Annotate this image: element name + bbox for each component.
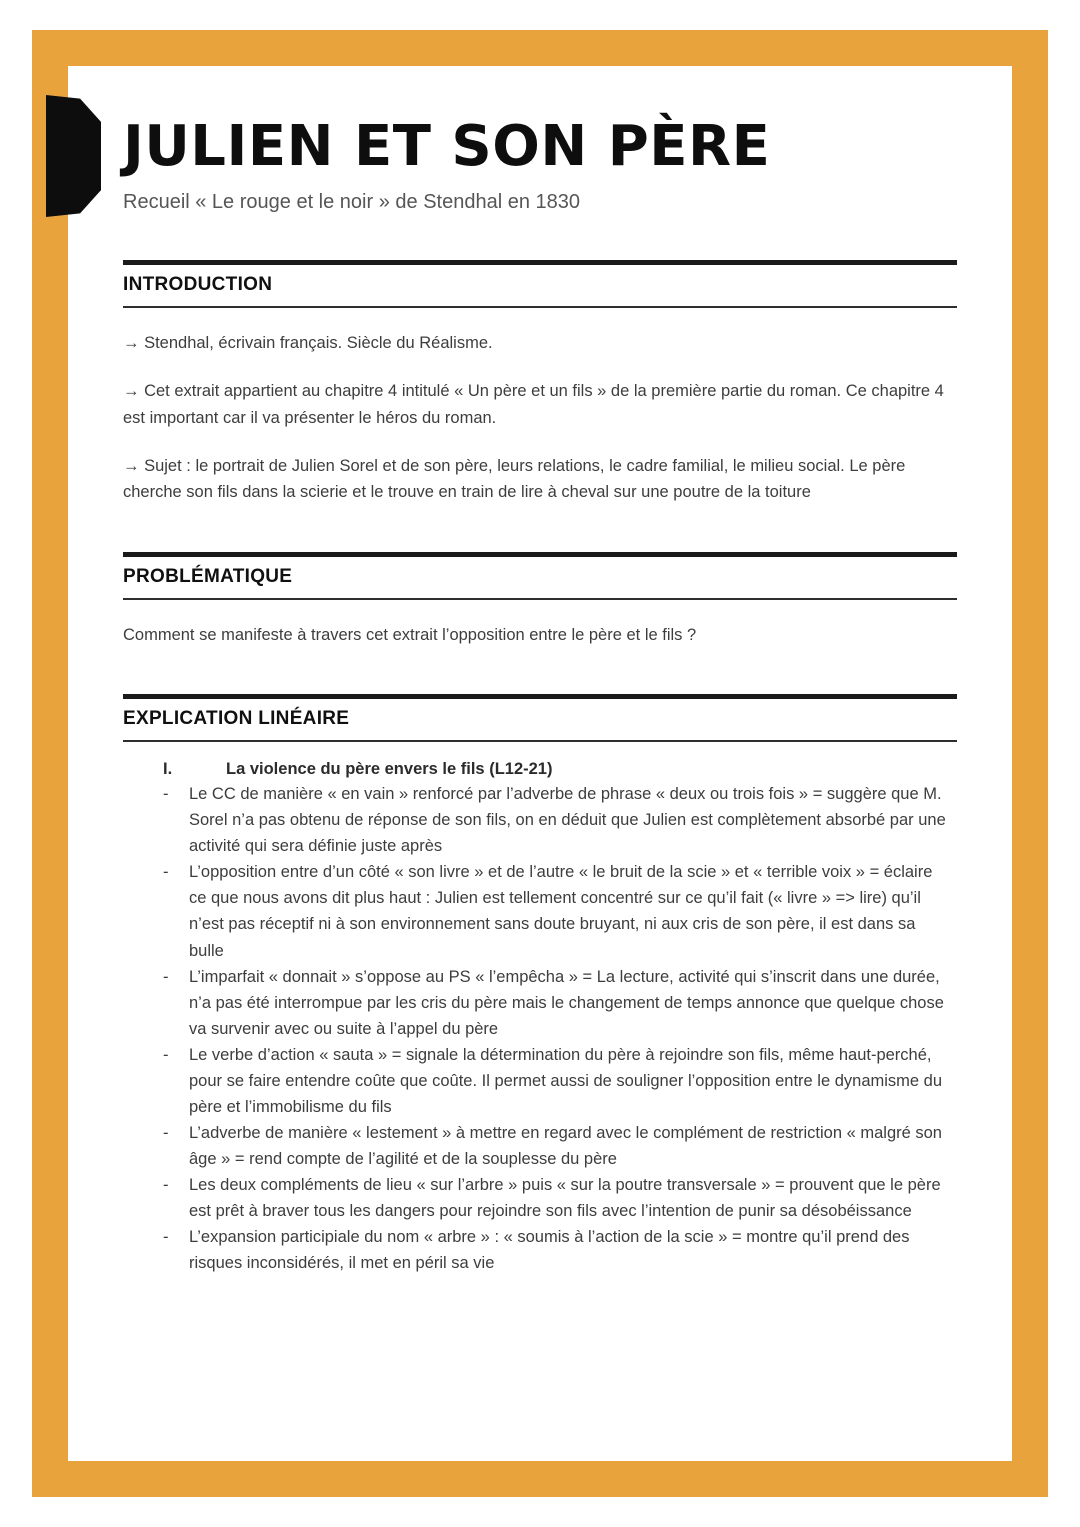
section-header (123, 260, 957, 308)
intro-paragraph: → Sujet : le portrait de Julien Sorel et de son père, leurs relations, le cadre familial, le milieu social. Le père cherche son fils dans la scierie et le trouve en train de lire à cheval sur une poutre de la toiture (123, 456, 906, 502)
bullet-list (123, 781, 957, 1276)
intro-paragraph: → Cet extrait appartient au chapitre 4 intitulé « Un père et un fils » de la première partie du roman. Ce chapitre 4 est important car il va présenter le héros du roman. (123, 382, 944, 427)
outline-title: La violence du père envers le fils (L12-21) (226, 760, 553, 779)
list-item (163, 1172, 957, 1224)
bullet-text: Le verbe d’action « sauta » = signale la détermination du père à rejoindre son fils, même haut-perché, pour se faire entendre coûte que coûte. Il permet aussi de souligner l’opposition entre le dynamisme du père et l’immobilisme du fils (189, 1045, 943, 1116)
section-explication-lineaire (123, 694, 957, 1276)
page-subtitle: Recueil « Le rouge et le noir » de Stendhal en 1830 (123, 190, 581, 213)
bullet-text: Les deux compléments de lieu « sur l’arbre » puis « sur la poutre transversale » = prouvent que le père est prêt à braver tous les dangers pour rejoindre son fils avec l’intention de punir sa désobéissance (189, 1176, 941, 1221)
bullet-text: L’imparfait « donnait » s’oppose au PS « l’empêcha » = La lecture, activité qui s’inscrit dans une durée, n’a pas été interrompue par les cris du père mais le changement de temps annonce que quelque chose va survenir avec ou suite à l’appel du père (189, 967, 944, 1038)
list-item (163, 1120, 957, 1172)
page-title: JULIEN ET SON PÈRE (123, 114, 771, 179)
section-heading-explication: EXPLICATION LINÉAIRE (123, 708, 350, 730)
bullet-marker: - (163, 1176, 169, 1195)
section-introduction (123, 260, 957, 506)
section-heading-introduction: INTRODUCTION (123, 273, 273, 295)
outline-number: I. (163, 760, 173, 779)
list-item (163, 781, 957, 859)
bullet-marker: - (163, 967, 169, 986)
bookmark-icon (46, 95, 101, 217)
list-item (163, 1224, 957, 1276)
list-item (163, 1042, 957, 1120)
outline-heading (163, 760, 957, 779)
section-header (123, 694, 957, 742)
list-item (163, 964, 957, 1042)
bullet-text: L’expansion participiale du nom « arbre » : « soumis à l’action de la scie » = montre qu’il prend des risques inconsidérés, il met en péril sa vie (189, 1228, 910, 1273)
section-header (123, 552, 957, 600)
bullet-marker: - (163, 1045, 169, 1064)
bullet-marker: - (163, 785, 169, 804)
document-content (123, 0, 957, 1276)
bullet-text: L’adverbe de manière « lestement » à mettre en regard avec le complément de restriction « malgré son âge » = rend compte de l’agilité et de la souplesse du père (189, 1123, 942, 1169)
bullet-marker: - (163, 1123, 169, 1142)
bullet-marker: - (163, 863, 169, 882)
bullet-text: L’opposition entre d’un côté « son livre » et de l’autre « le bruit de la scie » et « terrible voix » = éclaire ce que nous avons dit plus haut : Julien est tellement concentré sur ce qu’il fait (« livre » => lire) qu’il n’est pas réceptif ni à son environnement sans doute bruyant, ni aux cris de son père, il est dans sa bulle (189, 863, 933, 960)
intro-paragraph: → Stendhal, écrivain français. Siècle du Réalisme. (123, 333, 493, 352)
bullet-marker: - (163, 1228, 169, 1247)
section-problematique (123, 552, 957, 648)
section-heading-problematique: PROBLÉMATIQUE (123, 565, 293, 587)
list-item (163, 859, 957, 963)
bullet-text: Le CC de manière « en vain » renforcé par l’adverbe de phrase « deux ou trois fois » = suggère que M. Sorel n’a pas obtenu de réponse de son fils, on en déduit que Julien est complètement absorbé par une activité qui sera définie juste après (189, 785, 946, 856)
problematique-paragraph: Comment se manifeste à travers cet extrait l’opposition entre le père et le fils ? (123, 625, 697, 644)
